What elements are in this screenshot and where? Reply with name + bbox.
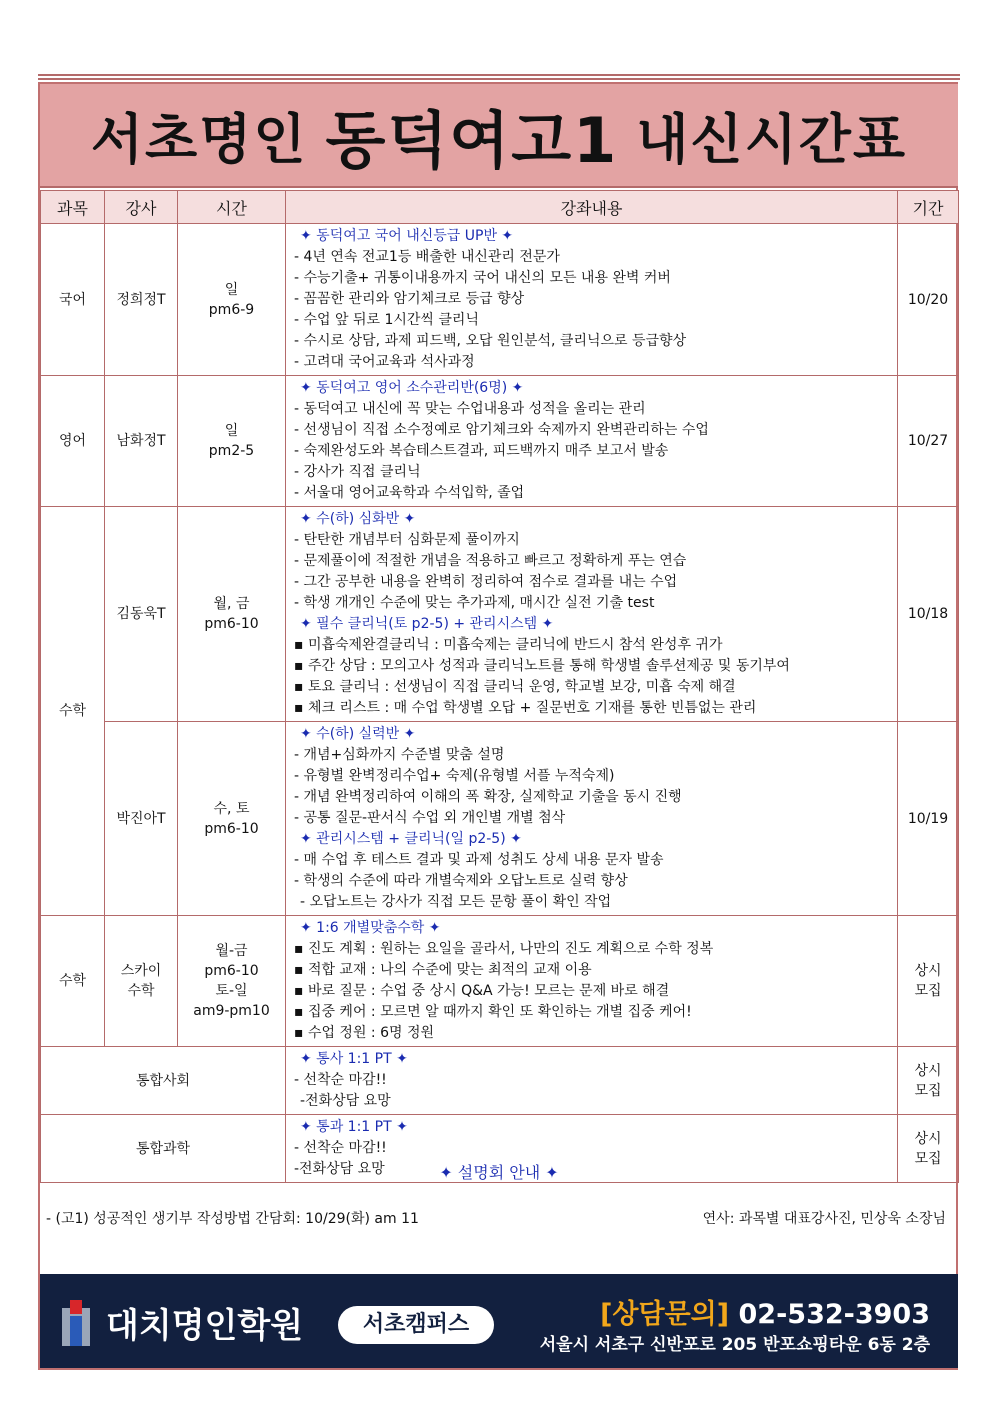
header-teacher: 강사 — [105, 191, 178, 224]
period-cell — [898, 1047, 959, 1115]
course-heading: ✦ 통과 1:1 PT ✦ — [300, 1119, 408, 1135]
content-cell — [286, 722, 898, 916]
time-day: 일 — [224, 423, 239, 439]
content-line: - 강사가 직접 클리닉 — [294, 464, 421, 480]
period-text-2: 모집 — [914, 1082, 942, 1099]
time-hours: pm6-10 — [204, 820, 259, 837]
content-line: ▪ 적합 교재 : 나의 수준에 맞는 최적의 교재 이용 — [294, 962, 592, 978]
contact-phone — [600, 1292, 930, 1331]
teacher-name: 스카이 — [120, 963, 162, 979]
content-line: - 고려대 국어교육과 석사과정 — [294, 354, 475, 370]
content-line: - 유형별 완벽정리수업+ 숙제(유형별 서플 누적숙제) — [294, 768, 615, 784]
content-line: - 서울대 영어교육학과 수석입학, 졸업 — [294, 485, 525, 501]
period-cell — [898, 916, 959, 1047]
time-hours: pm6-9 — [208, 301, 255, 318]
teacher-cell — [105, 916, 178, 1047]
table-row-korean — [41, 224, 959, 376]
content-line: - 선생님이 직접 소수정예로 암기체크와 숙제까지 완벽관리하는 수업 — [294, 422, 709, 438]
time-day: 일 — [224, 281, 239, 298]
academy-logo-icon — [62, 1300, 90, 1346]
content-line: - 개념 완벽정리하여 이해의 폭 확장, 실제학교 기출을 동시 진행 — [294, 789, 682, 805]
header-subject: 과목 — [41, 191, 105, 224]
time-day: 월-금 — [215, 943, 248, 959]
title-school: 동덕여고1 — [325, 103, 619, 177]
table-header-row — [41, 191, 959, 224]
content-line: - 학생의 수준에 따라 개별숙제와 오답노트로 실력 향상 — [294, 873, 628, 889]
content-line: ▪ 토요 클리닉 : 선생님이 직접 클리닉 운영, 학교별 보강, 미흡 숙제 해결 — [294, 679, 736, 695]
course-heading: ✦ 필수 클리닉(토 p2-5) + 관리시스템 ✦ — [300, 616, 554, 632]
top-rule-2 — [38, 78, 960, 80]
contact-label: [상담문의] — [600, 1299, 730, 1330]
schedule-table — [40, 190, 959, 1183]
content-line: - 그간 공부한 내용을 완벽히 정리하여 점수로 결과를 내는 수업 — [294, 574, 678, 590]
title-academy: 서초명인 — [90, 107, 308, 171]
content-line: - 수업 앞 뒤로 1시간씩 클리닉 — [294, 312, 479, 328]
content-line: -전화상담 요망 — [300, 1093, 391, 1109]
time-cell — [178, 507, 286, 722]
table-row-math-park — [41, 722, 959, 916]
top-rule — [38, 74, 960, 76]
teacher-name-2: 수학 — [127, 983, 155, 999]
time-day-2: 토-일 — [215, 983, 248, 999]
time-cell — [178, 224, 286, 376]
content-line: - 개념+심화까지 수준별 맞춤 설명 — [294, 747, 505, 763]
academy-name: 대치명인학원 — [106, 1306, 304, 1346]
content-cell — [286, 916, 898, 1047]
content-line: - 숙제완성도와 복습테스트결과, 피드백까지 매주 보고서 발송 — [294, 443, 669, 459]
subject-cell: 국어 — [41, 224, 105, 376]
period-text-2: 모집 — [914, 1150, 942, 1167]
title-schedule: 내신시간표 — [636, 107, 908, 171]
content-cell — [286, 507, 898, 722]
content-line: - 문제풀이에 적절한 개념을 적용하고 빠르고 정확하게 푸는 연습 — [294, 553, 687, 569]
period-text-2: 모집 — [914, 983, 942, 999]
course-heading: ✦ 통사 1:1 PT ✦ — [300, 1051, 408, 1067]
content-line: ▪ 주간 상담 : 모의고사 성적과 클리닉노트를 통해 학생별 솔루션제공 및 동기부여 — [294, 658, 790, 674]
phone-number: 02-532-3903 — [738, 1299, 930, 1330]
period-text: 상시 — [914, 1062, 942, 1079]
content-line: ▪ 진도 계획 : 원하는 요일을 골라서, 나만의 진도 계획으로 수학 정복 — [294, 941, 714, 957]
content-line: ▪ 집중 케어 : 모르면 알 때까지 확인 또 확인하는 개별 집중 케어! — [294, 1004, 692, 1020]
table-row-social — [41, 1047, 959, 1115]
briefing-title: ✦ 설명회 안내 ✦ — [439, 1163, 559, 1182]
table-row-math-kim — [41, 507, 959, 722]
campus-badge: 서초캠퍼스 — [338, 1306, 494, 1344]
subject-cell: 통합과학 — [41, 1115, 286, 1183]
subject-cell: 영어 — [41, 376, 105, 507]
time-hours: pm2-5 — [208, 443, 255, 459]
period-text: 상시 — [914, 963, 942, 979]
content-line: -전화상담 요망 — [294, 1161, 385, 1177]
course-heading: ✦ 동덕여고 국어 내신등급 UP반 ✦ — [300, 228, 514, 244]
course-heading: ✦ 관리시스템 + 클리닉(일 p2-5) ✦ — [300, 831, 522, 847]
teacher-cell: 김동욱T — [105, 507, 178, 722]
content-line: - 동덕여고 내신에 꼭 맞는 수업내용과 성적을 올리는 관리 — [294, 401, 646, 417]
time-cell — [178, 722, 286, 916]
teacher-cell: 정희정T — [105, 224, 178, 376]
subject-cell: 통합사회 — [41, 1047, 286, 1115]
footer-banner — [40, 1274, 958, 1368]
time-hours: pm6-10 — [204, 963, 259, 979]
subject-cell: 수학 — [41, 916, 105, 1047]
table-row-sky-math — [41, 916, 959, 1047]
content-line: ▪ 수업 정원 : 6명 정원 — [294, 1025, 435, 1041]
period-cell: 10/19 — [898, 722, 959, 916]
content-cell — [286, 376, 898, 507]
content-line: ▪ 바로 질문 : 수업 중 상시 Q&A 가능! 모르는 문제 바로 해결 — [294, 983, 670, 999]
teacher-cell: 박진아T — [105, 722, 178, 916]
content-line: - 공통 질문-판서식 수업 외 개인별 개별 첨삭 — [294, 810, 566, 826]
table-row-english — [41, 376, 959, 507]
course-heading: ✦ 1:6 개별맞춤수학 ✦ — [300, 920, 441, 936]
content-line: - 수능기출+ 귀통이내용까지 국어 내신의 모든 내용 완벽 커버 — [294, 270, 671, 286]
content-line: - 꼼꼼한 관리와 암기체크로 등급 향상 — [294, 291, 525, 307]
header-content: 강좌내용 — [286, 191, 898, 224]
title-banner — [40, 84, 958, 188]
content-cell — [286, 224, 898, 376]
content-line: - 4년 연속 전교1등 배출한 내신관리 전문가 — [294, 249, 560, 265]
period-cell: 10/18 — [898, 507, 959, 722]
time-cell — [178, 916, 286, 1047]
content-line: - 매 수업 후 테스트 결과 및 과제 성취도 상세 내용 문자 발송 — [294, 852, 664, 868]
course-heading: ✦ 수(하) 실력반 ✦ — [300, 726, 416, 742]
content-line: ▪ 미흡숙제완결클리닉 : 미흡숙제는 클리닉에 반드시 참석 완성후 귀가 — [294, 637, 723, 653]
content-line: - 학생 개개인 수준에 맞는 추가과제, 매시간 실전 기출 test — [294, 595, 655, 611]
period-cell: 10/20 — [898, 224, 959, 376]
briefing-speaker: 연사: 과목별 대표강사진, 민상욱 소장님 — [702, 1211, 946, 1227]
content-line: - 수시로 상담, 과제 피드백, 오답 원인분석, 클리닉으로 등급향상 — [294, 333, 687, 349]
time-hours-2: am9-pm10 — [193, 1003, 270, 1019]
briefing-event: - (고1) 성공적인 생기부 작성방법 간담회: 10/29(화) am 11 — [46, 1211, 419, 1227]
period-text: 상시 — [914, 1130, 942, 1147]
content-cell — [286, 1047, 898, 1115]
time-day: 수, 토 — [213, 800, 250, 817]
period-cell: 10/27 — [898, 376, 959, 507]
time-hours: pm6-10 — [204, 616, 259, 632]
teacher-cell: 남화정T — [105, 376, 178, 507]
content-line: - 오답노트는 강사가 직접 모든 문항 풀이 확인 작업 — [300, 894, 612, 910]
time-cell — [178, 376, 286, 507]
content-line: - 선착순 마감!! — [294, 1140, 387, 1156]
course-heading: ✦ 동덕여고 영어 소수관리반(6명) ✦ — [300, 380, 524, 396]
header-time: 시간 — [178, 191, 286, 224]
subject-cell: 수학 — [41, 507, 105, 916]
content-line: ▪ 체크 리스트 : 매 수업 학생별 오답 + 질문번호 기재를 통한 빈틈없는 관리 — [294, 700, 757, 716]
course-heading: ✦ 수(하) 심화반 ✦ — [300, 511, 416, 527]
time-day: 월, 금 — [213, 596, 250, 612]
content-line: - 탄탄한 개념부터 심화문제 풀이까지 — [294, 532, 520, 548]
content-line: - 선착순 마감!! — [294, 1072, 387, 1088]
header-period: 기간 — [898, 191, 959, 224]
address: 서울시 서초구 신반포로 205 반포쇼핑타운 6동 2층 — [539, 1335, 930, 1355]
